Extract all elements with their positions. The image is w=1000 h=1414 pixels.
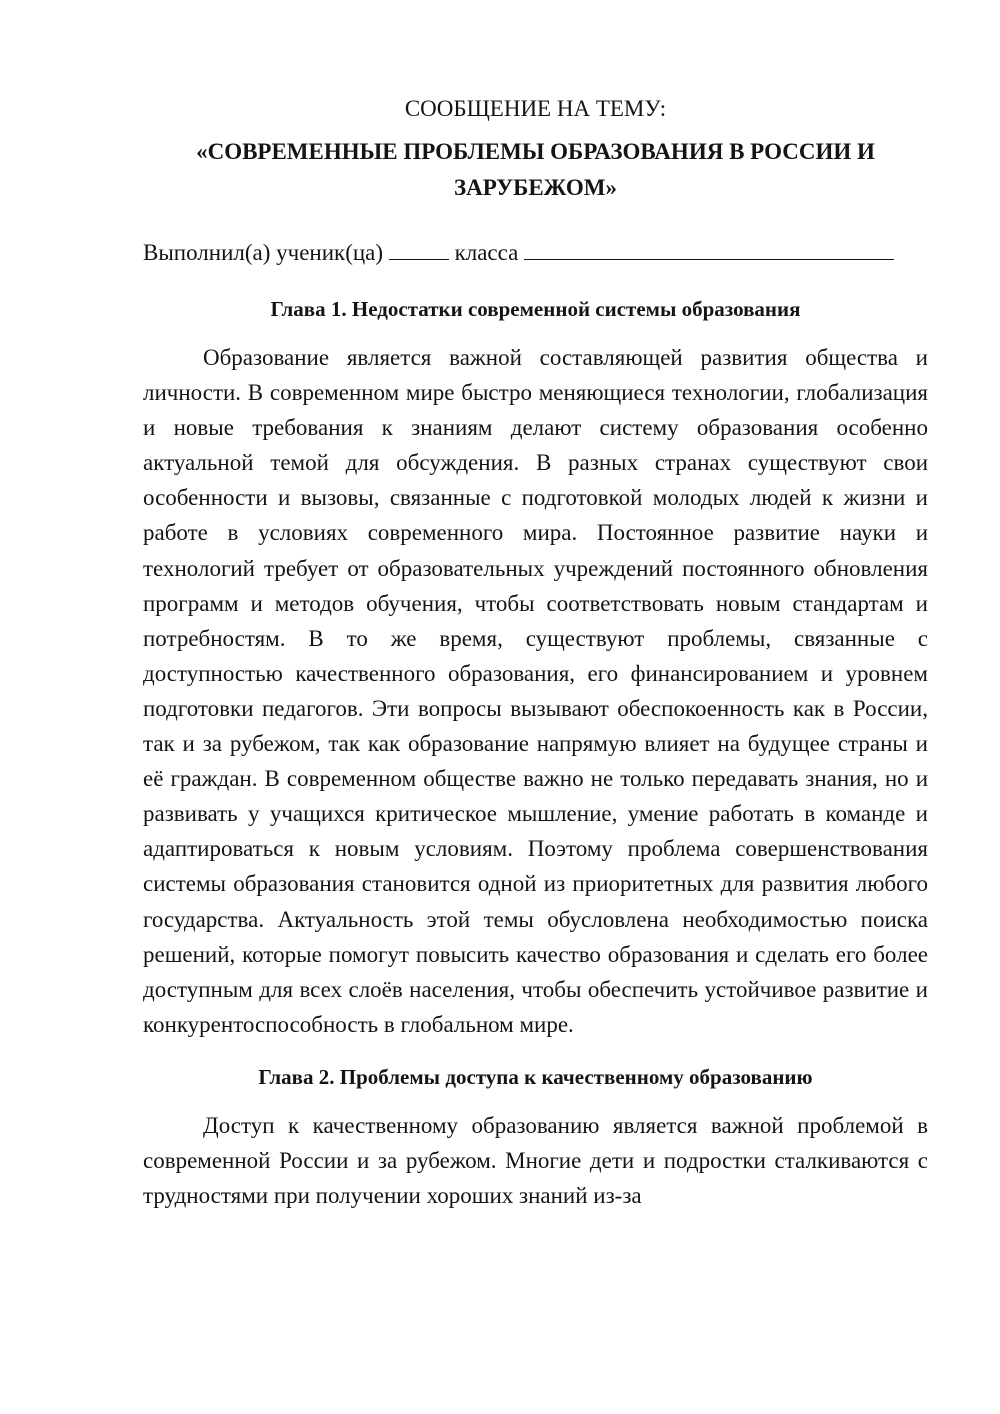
chapter-2-paragraph: Доступ к качественному образованию является важной проблемой в современной России и за рубежом. Многие дети и подростки сталкиваются с трудностями при получении хороших знаний из-за	[143, 1112, 928, 1209]
author-line	[143, 236, 928, 270]
chapter-2-title: Глава 2. Проблемы доступа к качественному образованию	[258, 1064, 813, 1089]
author-line-prefix: Выполнил(а) ученик(ца)	[143, 240, 384, 265]
document-heading: СООБЩЕНИЕ НА ТЕМУ:	[404, 96, 667, 121]
student-name-blank	[524, 237, 894, 260]
document-page	[143, 92, 928, 1213]
document-title: «СОВРЕМЕННЫЕ ПРОБЛЕМЫ ОБРАЗОВАНИЯ В РОССИИ И ЗАРУБЕЖОМ»	[196, 139, 875, 200]
author-line-class-label: класса	[454, 240, 519, 265]
chapter-1-paragraph: Образование является важной составляющей развития общества и личности. В современном мире быстро меняющиеся технологии, глобализация и новые требования к знаниям делают систему образования особенно актуальной темой для обсуждения. В разных странах существуют свои особенности и вызовы, связанные с подготовкой молодых людей к жизни и работе в условиях современного мира. Постоянное развитие науки и технологий требует от образовательных учреждений постоянного обновления программ и методов обучения, чтобы соответствовать новым стандартам и потребностям. В то же время, существуют проблемы, связанные с доступностью качественного образования, его финансированием и уровнем подготовки педагогов. Эти вопросы вызывают обеспокоенность как в России, так и за рубежом, так как образование напрямую влияет на будущее страны и её граждан. В современном обществе важно не только передавать знания, но и развивать у учащихся критическое мышление, умение работать в команде и адаптироваться к новым условиям. Поэтому проблема совершенствования системы образования становится одной из приоритетных для развития любого государства. Актуальность этой темы обусловлена необходимостью поиска решений, которые помогут повысить качество образования и сделать его более доступным для всех слоёв населения, чтобы обеспечить устойчивое развитие и конкурентоспособность в глобальном мире.	[143, 345, 928, 1037]
chapter-1-title: Глава 1. Недостатки современной системы образования	[270, 297, 801, 321]
class-number-blank	[389, 237, 449, 260]
